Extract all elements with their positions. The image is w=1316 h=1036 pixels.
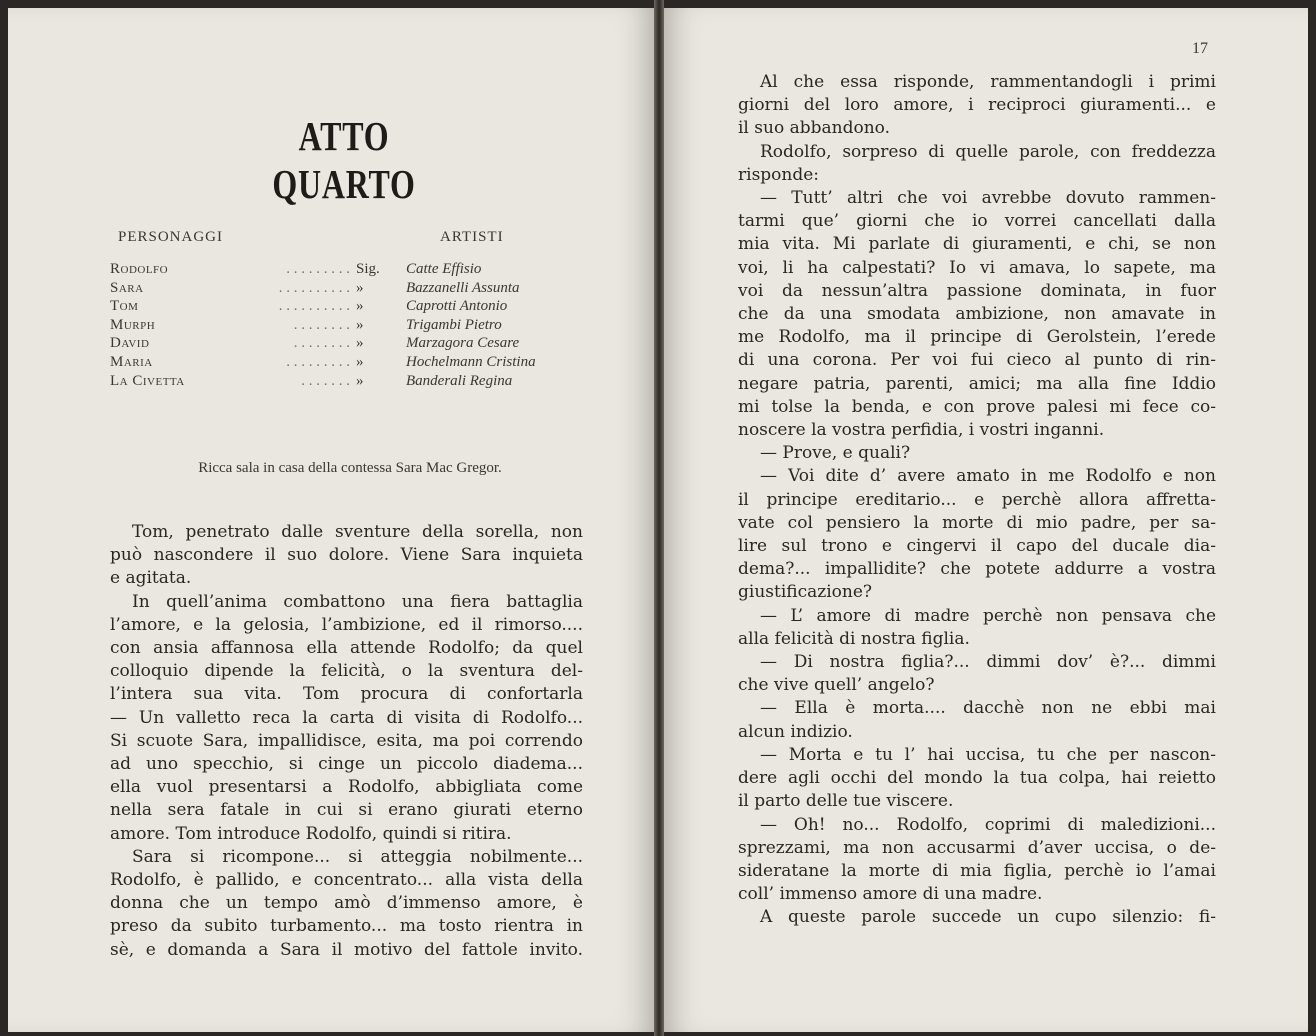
text-line: l’amore, e la gelosia, l’ambizione, ed il rimorso.... [110,614,583,635]
text-line: può nascondere il suo dolore. Viene Sara inquieta [110,545,583,566]
cast-artist: Caprotti Antonio [406,298,508,315]
cast-title: » [356,353,364,370]
text-line: ad uno specchio, si cinge un piccolo diadema... [110,754,583,775]
text-line: risponde: [738,164,820,185]
left-body-text [110,521,583,962]
right-body-text [738,71,1216,930]
cast-artist: Trigambi Pietro [406,316,502,333]
text-line: — Voi dite d’ avere amato in me Rodolfo e non [760,466,1216,487]
text-line: Si scuote Sara, impallidisce, esita, ma poi correndo [110,730,583,751]
cast-artist: Hochelmann Cristina [406,353,536,370]
text-line: Al che essa risponde, rammentandogli i primi [760,72,1216,92]
cast-header-characters: PERSONAGGI [118,229,224,245]
text-line: me Rodolfo, ma il principe di Gerolstein, l’erede [738,327,1216,348]
cast-role: La Civetta [110,372,185,389]
cast-role: Rodolfo [110,261,169,277]
cast-header-artists: ARTISTI [440,229,504,245]
scene-setting: Ricca sala in casa della contessa Sara Mac Gregor. [198,460,502,476]
text-line: amore. Tom introduce Rodolfo, quindi si ritira. [110,823,512,844]
cast-role: David [110,335,150,352]
text-line: A queste parole succede un cupo silenzio: fi- [760,907,1216,928]
text-line: il principe ereditario... e perchè allora affretta- [738,489,1216,510]
cast-artist: Catte Effisio [406,261,482,277]
text-line: alcun indizio. [738,721,853,742]
book-gutter [654,0,664,1036]
cast-title: » [356,298,364,315]
text-line: — Prove, e quali? [760,443,911,464]
text-line: sè, e domanda a Sara il motivo del fattole invito. [110,939,583,960]
text-line: mia vita. Mi parlate di giuramenti, e chi, se non [738,234,1216,255]
text-line: preso da subito turbamento... ma tosto rientra in [110,916,583,937]
text-line: Rodolfo, sorpreso di quelle parole, con freddezza [760,141,1216,162]
text-line: Tom, penetrato dalle sventure della sorella, non [132,522,583,542]
text-line: noscere la vostra perfidia, i vostri inganni. [738,420,1105,441]
text-line: giustificazione? [738,582,873,603]
text-line: e agitata. [110,568,192,589]
cast-title: » [356,335,364,352]
text-line: negare patria, parenti, amici; ma alla fine Iddio [738,373,1216,394]
text-line: — Morta e tu l’ hai uccisa, tu che per nascon- [760,744,1216,765]
cast-role: Sara [110,279,144,296]
cast-list [110,260,590,390]
text-line: lire sul trono e cingervi il capo del ducale dia- [738,536,1216,557]
cast-title: Sig. [356,261,380,277]
text-line: che da una smodata ambizione, non amavate in [738,304,1216,325]
cast-row: . . . . . . . . David » Marzagora Cesare [110,335,520,352]
text-line: il parto delle tue viscere. [738,791,954,812]
text-line: — L’ amore di madre perchè non pensava che [760,605,1216,626]
text-line: voi, li ha calpestati? Io vi amava, lo sapete, ma [738,257,1216,278]
text-line: — Di nostra figlia?... dimmi dov’ è?... dimmi [760,652,1216,673]
act-title: ATTO QUARTO [272,113,416,207]
text-line: — Un valletto reca la carta di visita di Rodolfo... [110,707,583,728]
cast-artist: Bazzanelli Assunta [406,279,520,296]
text-line: — Oh! no... Rodolfo, coprimi di maledizioni... [760,814,1216,835]
text-line: donna che un tempo amò d’immenso amore, è [110,893,583,914]
text-line: coll’ immenso amore di una madre. [738,884,1043,905]
text-line: Rodolfo, è pallido, e concentrato... alla vista della [110,870,583,891]
text-line: Sara si ricompone... si atteggia nobilmente... [132,846,583,867]
cast-role: Tom [110,298,139,315]
text-line: colloquio dipende la felicità, o la sventura del- [110,661,583,682]
text-line: — Tutt’ altri che voi avrebbe dovuto rammen- [760,188,1216,209]
text-line: l’intera sua vita. Tom procura di confortarla [110,684,583,705]
text-line: con ansia affannosa ella attende Rodolfo; da quel [110,638,583,659]
text-line: il suo abbandono. [738,118,890,139]
cast-title: » [356,316,364,333]
text-line: sideratane la morte di mia figlia, perchè io l’amai [738,860,1216,881]
text-line: sprezzami, ma non accusarmi d’aver uccisa, o de- [738,837,1216,858]
text-line: — Ella è morta.... dacchè non ne ebbi mai [760,698,1216,719]
cast-row: . . . . . . . . . . Tom » Caprotti Antonio [110,298,508,315]
text-line: ella vuol presentarsi a Rodolfo, abbigliata come [110,777,583,798]
cast-row: . . . . . . . . . . Sara » Bazzanelli Assunta [110,279,520,296]
cast-row: . . . . . . . . Murph » Trigambi Pietro [110,316,502,333]
cast-artist: Banderali Regina [406,372,513,389]
text-line: tarmi que’ giorni che io vorrei cancellati dalla [738,211,1216,232]
text-line: giorni del loro amore, i reciproci giuramenti... e [738,95,1216,116]
text-line: dema?... impallidite? che potete addurre a vostra [738,559,1216,580]
cast-title: » [356,279,364,296]
cast-row: . . . . . . . . . Maria » Hochelmann Cristina [110,353,536,370]
text-line: di una corona. Per voi fui cieco al punto di rin- [738,350,1216,371]
cast-role: Murph [110,316,156,333]
text-line: nella sera fatale in cui si erano giurati eterno [110,800,583,821]
text-line: alla felicità di nostra figlia. [738,628,970,649]
text-line: In quell’anima combattono una fiera battaglia [132,591,583,612]
text-line: dere agli occhi del mondo la tua colpa, hai reietto [738,768,1216,789]
cast-role: Maria [110,353,153,370]
cast-row: . . . . . . . . . Rodolfo Sig. Catte Effisio [110,261,482,277]
cast-artist: Marzagora Cesare [406,335,520,352]
text-line: vate col pensiero la morte di mio padre, per sa- [738,512,1216,533]
cast-title: » [356,372,364,389]
cast-row: . . . . . . . La Civetta » Banderali Regina [110,372,513,389]
text-line: mi tolse la benda, e con prove palesi mi fece co- [738,396,1216,417]
text-line: voi da nessun’altra passione dominata, in fuor [738,280,1216,301]
text-line: che vive quell’ angelo? [738,675,935,696]
page-number: 17 [1192,40,1208,57]
